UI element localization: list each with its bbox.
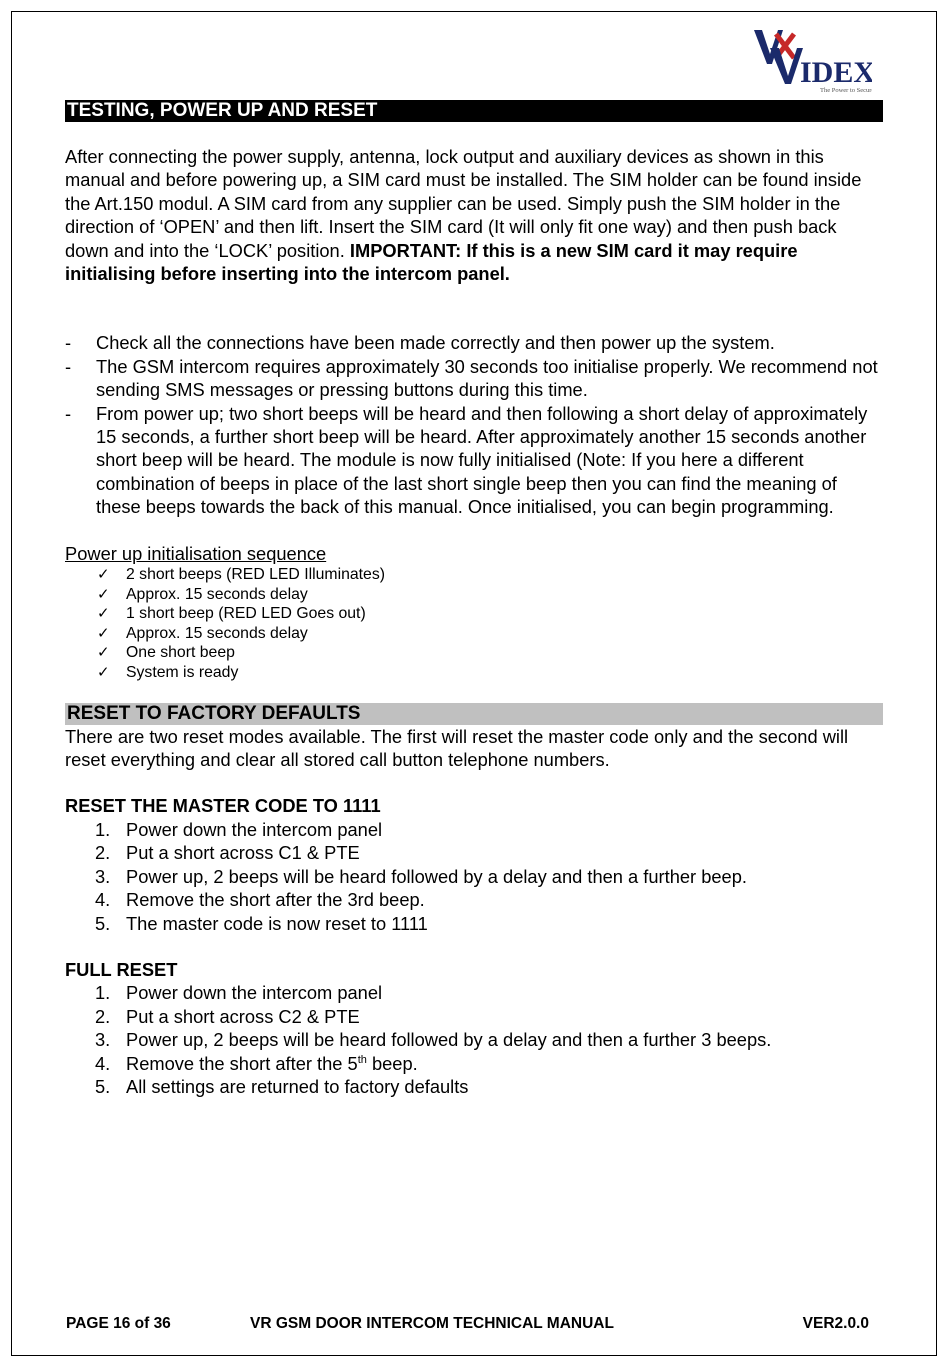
full-reset-steps [65,981,883,1098]
section-title-reset: RESET TO FACTORY DEFAULTS [65,703,883,725]
videx-logo [750,24,872,94]
list-item: 2. Put a short across C1 & PTE [95,842,360,864]
svg-text:IDEX: IDEX [800,56,872,89]
important-note: IMPORTANT: If this is a new SIM card it may require initialising before inserting into the intercom panel. [65,239,798,285]
master-reset-steps [65,818,883,935]
list-item: ✓ Approx. 15 seconds delay [97,624,308,642]
svg-text:The Power to Secure: The Power to Secure [820,87,872,94]
videx-logo-icon [750,24,872,94]
list-item: - Check all the connections have been made correctly and then power up the system. [65,332,775,354]
list-item: 4. Remove the short after the 5th beep. [95,1052,418,1074]
check-icon: ✓ [97,605,110,623]
list-item: 3. Power up, 2 beeps will be heard followed by a delay and then a further 3 beeps. [95,1029,772,1051]
master-reset-heading: RESET THE MASTER CODE TO 1111 [65,795,381,817]
power-up-bullets [65,331,883,518]
list-item: ✓ 2 short beeps (RED LED Illuminates) [97,566,385,584]
list-item: ✓ One short beep [97,644,235,662]
list-item: - From power up; two short beeps will be heard and then following a short delay of approximately 15 seconds, a further short beep will be heard. After approximately another 15 seconds another short beep will be heard. The module is now fully initialised (Note: If you here a different combination of beeps in place of the last short single beep then you can find the meaning of these beeps towards the back of this manual. Once initialised, you can begin programming. [65,402,868,518]
check-icon: ✓ [97,624,110,642]
footer-page-number: PAGE 16 of 36 [66,1315,171,1332]
check-icon: ✓ [97,566,110,584]
page-footer [66,1315,869,1335]
list-item: 4. Remove the short after the 3rd beep. [95,889,425,911]
check-icon: ✓ [97,585,110,603]
check-icon: ✓ [97,664,110,682]
list-item: - The GSM intercom requires approximately 30 seconds too initialise properly. We recommend not sending SMS messages or pressing buttons during this time. [65,355,878,401]
list-item: ✓ System is ready [97,664,239,682]
list-item: 5. The master code is now reset to 1111 [95,912,428,934]
sequence-checklist [65,565,883,683]
sequence-title: Power up initialisation sequence [65,542,327,564]
list-item: 3. Power up, 2 beeps will be heard followed by a delay and then a further beep. [95,865,747,887]
intro-paragraph: After connecting the power supply, antenna, lock output and auxiliary devices as shown in this manual and before powering up, a SIM card must be installed. The SIM holder can be found inside the Art.150 modul. A SIM card from any supplier can be used. Simply push the SIM holder in the direction of ‘OPEN’ and then lift. Insert the SIM card (It will only fit one way) and then push back down and into the ‘LOCK’ position. IMPORTANT: If this is a new SIM card it may require initialising before inserting into the intercom panel. [65,146,862,285]
section-title-testing: TESTING, POWER UP AND RESET [65,100,883,122]
list-item: 5. All settings are returned to factory defaults [95,1075,469,1097]
list-item: ✓ 1 short beep (RED LED Goes out) [97,605,366,623]
list-item: 1. Power down the intercom panel [95,982,383,1004]
list-item: ✓ Approx. 15 seconds delay [97,585,308,603]
check-icon: ✓ [97,644,110,662]
list-item: 2. Put a short across C2 & PTE [95,1005,360,1027]
document-body [65,100,883,1098]
footer-version: VER2.0.0 [802,1315,869,1332]
footer-manual-title: VR GSM DOOR INTERCOM TECHNICAL MANUAL [250,1315,614,1332]
list-item: 1. Power down the intercom panel [95,818,383,840]
reset-intro: There are two reset modes available. The first will reset the master code only and the second will reset everything and clear all stored call button telephone numbers. [65,725,849,771]
full-reset-heading: FULL RESET [65,958,178,980]
